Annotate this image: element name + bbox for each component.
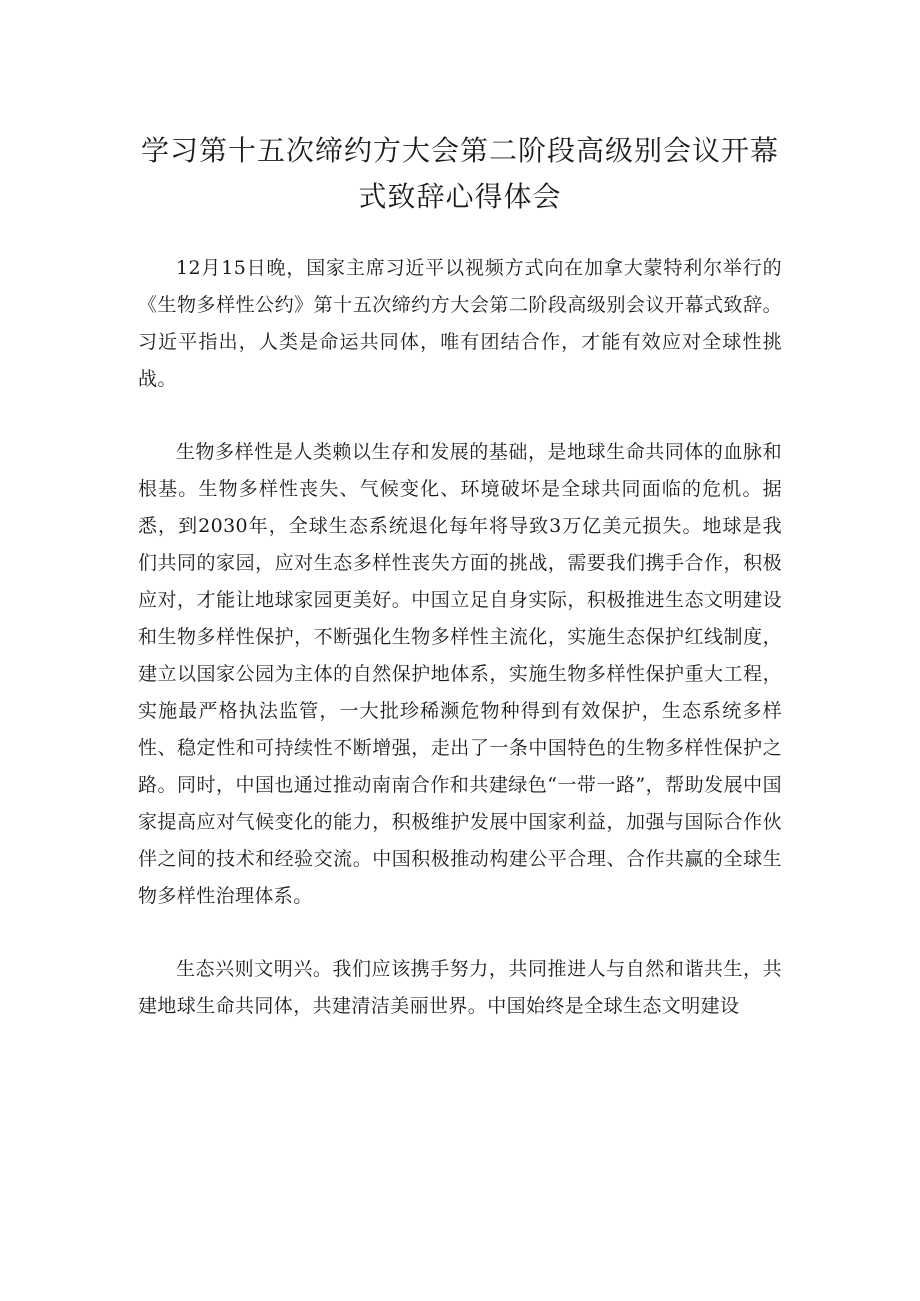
paragraph-ecology: 生态兴则文明兴。我们应该携手努力，共同推进人与自然和谐共生，共建地球生命共同体，共建清洁美丽世界。中国始终是全球生态文明建设 xyxy=(138,958,782,1017)
document-body xyxy=(138,250,782,1025)
paragraph-biodiversity: 生物多样性是人类赖以生存和发展的基础，是地球生命共同体的血脉和根基。生物多样性丧失、气候变化、环境破坏是全球共同面临的危机。据悉，到2030年，全球生态系统退化每年将导致3万亿美元损失。地球是我们共同的家园，应对生态多样性丧失方面的挑战，需要我们携手合作，积极应对，才能让地球家园更美好。中国立足自身实际，积极推进生态文明建设和生物多样性保护，不断强化生物多样性主流化，实施生态保护红线制度，建立以国家公园为主体的自然保护地体系，实施生物多样性保护重大工程，实施最严格执法监管，一大批珍稀濒危物种得到有效保护，生态系统多样性、稳定性和可持续性不断增强，走出了一条中国特色的生物多样性保护之路。同时，中国也通过推动南南合作和共建绿色“一带一路”，帮助发展中国家提高应对气候变化的能力，积极维护发展中国家利益，加强与国际合作伙伴之间的技术和经验交流。中国积极推动构建公平合理、合作共赢的全球生物多样性治理体系。 xyxy=(138,441,782,907)
title-line-1: 学习第十五次缔约方大会第二阶段高级别会议开幕 xyxy=(140,134,779,167)
title-line-2: 式致辞心得体会 xyxy=(358,180,562,213)
document-title xyxy=(138,128,782,220)
paragraph-intro: 12月15日晚，国家主席习近平以视频方式向在加拿大蒙特利尔举行的《生物多样性公约》第十五次缔约方大会第二阶段高级别会议开幕式致辞。习近平指出，人类是命运共同体，唯有团结合作，才能有效应对全球性挑战。 xyxy=(138,257,782,390)
